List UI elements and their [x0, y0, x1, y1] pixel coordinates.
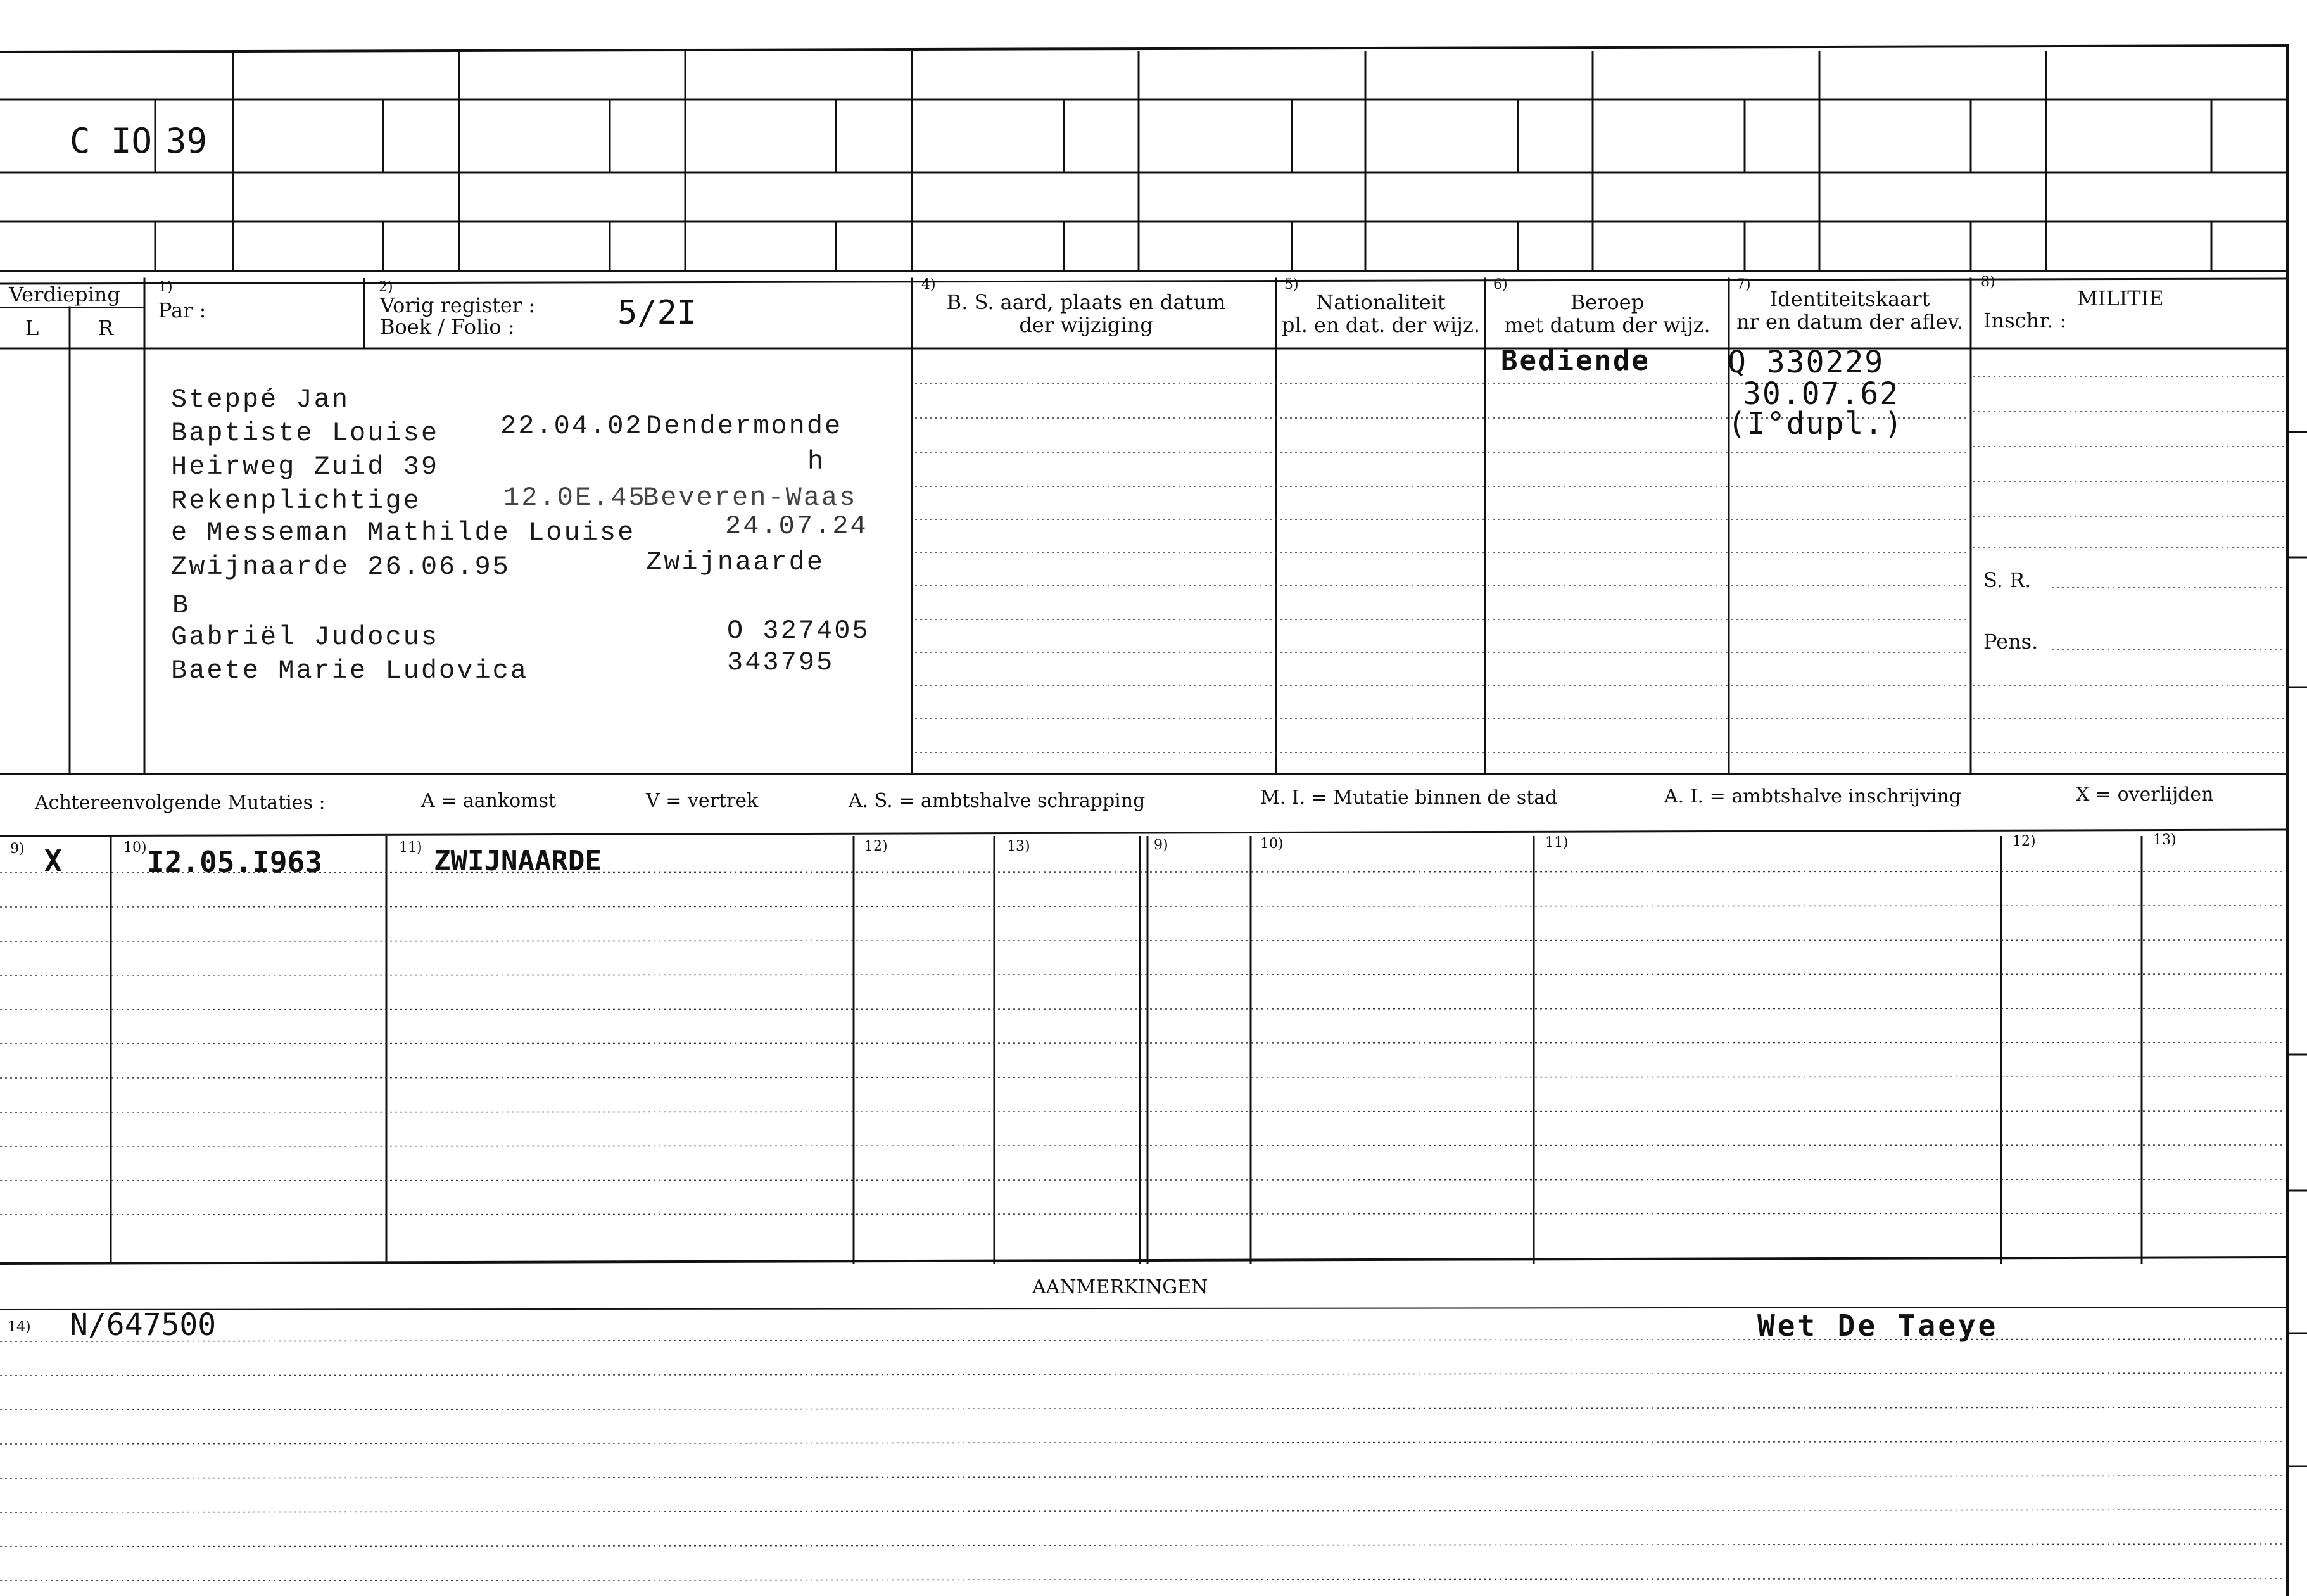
beroep-header-line2: met datum der wijz.: [1504, 313, 1710, 337]
id-date: 30.07.62: [1743, 376, 1900, 412]
field-number-6: 6): [1493, 277, 1508, 293]
mut-col-9-right: 9): [1154, 837, 1168, 853]
mut-col-12-left: 12): [864, 839, 888, 854]
birth-place: Dendermonde: [646, 411, 843, 441]
place-2: Beveren-Waas: [643, 483, 857, 513]
militie-header: MILITIE: [2077, 286, 2164, 310]
marriage-place: Zwijnaarde: [646, 547, 825, 578]
field-number-8: 8): [1981, 274, 1995, 290]
birth-date: 22.04.02: [500, 411, 643, 441]
field-number-5: 5): [1284, 277, 1299, 293]
field-number-4: 4): [921, 277, 936, 293]
mut-col-11-left: 11): [399, 840, 422, 856]
beroep-header-line1: Beroep: [1570, 290, 1645, 314]
person-line-marriage: Zwijnaarde 26.06.95: [171, 552, 510, 582]
pens-label: Pens.: [1983, 630, 2038, 654]
aanmerkingen-law: Wet De Taeye: [1757, 1308, 1999, 1343]
card-code-prefix: C IO: [70, 121, 153, 161]
person-line-spouse: e Messeman Mathilde Louise: [171, 517, 636, 548]
mut-col-10-left: 10): [123, 840, 147, 856]
verdieping-label: Verdieping: [9, 282, 120, 307]
mut-col-13-right: 13): [2153, 832, 2177, 848]
verdieping-l-label: L: [25, 316, 39, 340]
mut-col-13-left: 13): [1007, 839, 1030, 854]
boek-folio-label: Boek / Folio :: [380, 315, 515, 339]
marriage-date: 24.07.24: [725, 511, 868, 542]
aanmerkingen-note: N/647500: [70, 1307, 217, 1343]
mut-col-11-right: 11): [1545, 835, 1569, 851]
mutatie-type: X: [44, 844, 62, 878]
identiteitskaart-header-line2: nr en datum der aflev.: [1736, 310, 1964, 334]
date-2: 12.0E.45: [503, 483, 647, 513]
mark-h: h: [807, 446, 826, 477]
mut-col-9-left: 9): [10, 841, 25, 857]
mut-col-10-right: 10): [1260, 836, 1284, 852]
vorig-register-label: Vorig register :: [380, 293, 536, 317]
mut-col-12-right: 12): [2013, 833, 2036, 849]
mutaties-title: Achtereenvolgende Mutaties :: [35, 792, 326, 814]
legend-ambtshalve-schrapping: A. S. = ambtshalve schrapping: [849, 790, 1146, 812]
par-label: Par :: [158, 298, 206, 322]
person-line-father: Gabriël Judocus: [171, 622, 439, 652]
identiteitskaart-header-line1: Identiteitskaart: [1769, 287, 1930, 311]
person-line-mother: Baptiste Louise: [171, 418, 439, 448]
legend-overlijden: X = overlijden: [2076, 783, 2214, 806]
card-code-number: 39: [166, 121, 208, 161]
person-line-address: Heirweg Zuid 39: [171, 452, 439, 482]
nationaliteit-header-line1: Nationaliteit: [1316, 290, 1446, 314]
mother-id: 343795: [727, 647, 835, 678]
beroep-value: Bediende: [1501, 345, 1650, 377]
aanmerkingen-title: AANMERKINGEN: [1032, 1276, 1208, 1298]
bs-header-line1: B. S. aard, plaats en datum: [946, 290, 1226, 314]
inschr-label: Inschr. :: [1983, 308, 2067, 332]
field-number-7: 7): [1736, 277, 1751, 293]
mutatie-date: I2.05.I963: [147, 845, 322, 879]
legend-aankomst: A = aankomst: [421, 790, 557, 812]
person-line-name: Steppé Jan: [171, 384, 350, 415]
person-line-occupation: Rekenplichtige: [171, 486, 421, 516]
vorig-register-value: 5/2I: [617, 294, 697, 332]
id-note: (I°dupl.): [1728, 406, 1904, 441]
mutatie-place: ZWIJNAARDE: [434, 845, 602, 877]
field-number-2: 2): [379, 279, 393, 295]
id-number: Q 330229: [1728, 345, 1885, 380]
bs-header-line2: der wijziging: [1019, 313, 1153, 337]
legend-vertrek: V = vertrek: [646, 790, 759, 812]
verdieping-r-label: R: [98, 316, 114, 340]
person-line-b: B: [172, 590, 191, 621]
legend-mutatie-binnen-stad: M. I. = Mutatie binnen de stad: [1260, 787, 1558, 809]
father-id: O 327405: [727, 616, 870, 646]
legend-ambtshalve-inschrijving: A. I. = ambtshalve inschrijving: [1664, 785, 1962, 808]
field-number-1: 1): [158, 279, 173, 295]
nationaliteit-header-line2: pl. en dat. der wijz.: [1281, 313, 1480, 337]
sr-label: S. R.: [1983, 568, 2032, 592]
field-number-14: 14): [8, 1319, 31, 1335]
person-line-mother-full: Baete Marie Ludovica: [171, 656, 529, 686]
